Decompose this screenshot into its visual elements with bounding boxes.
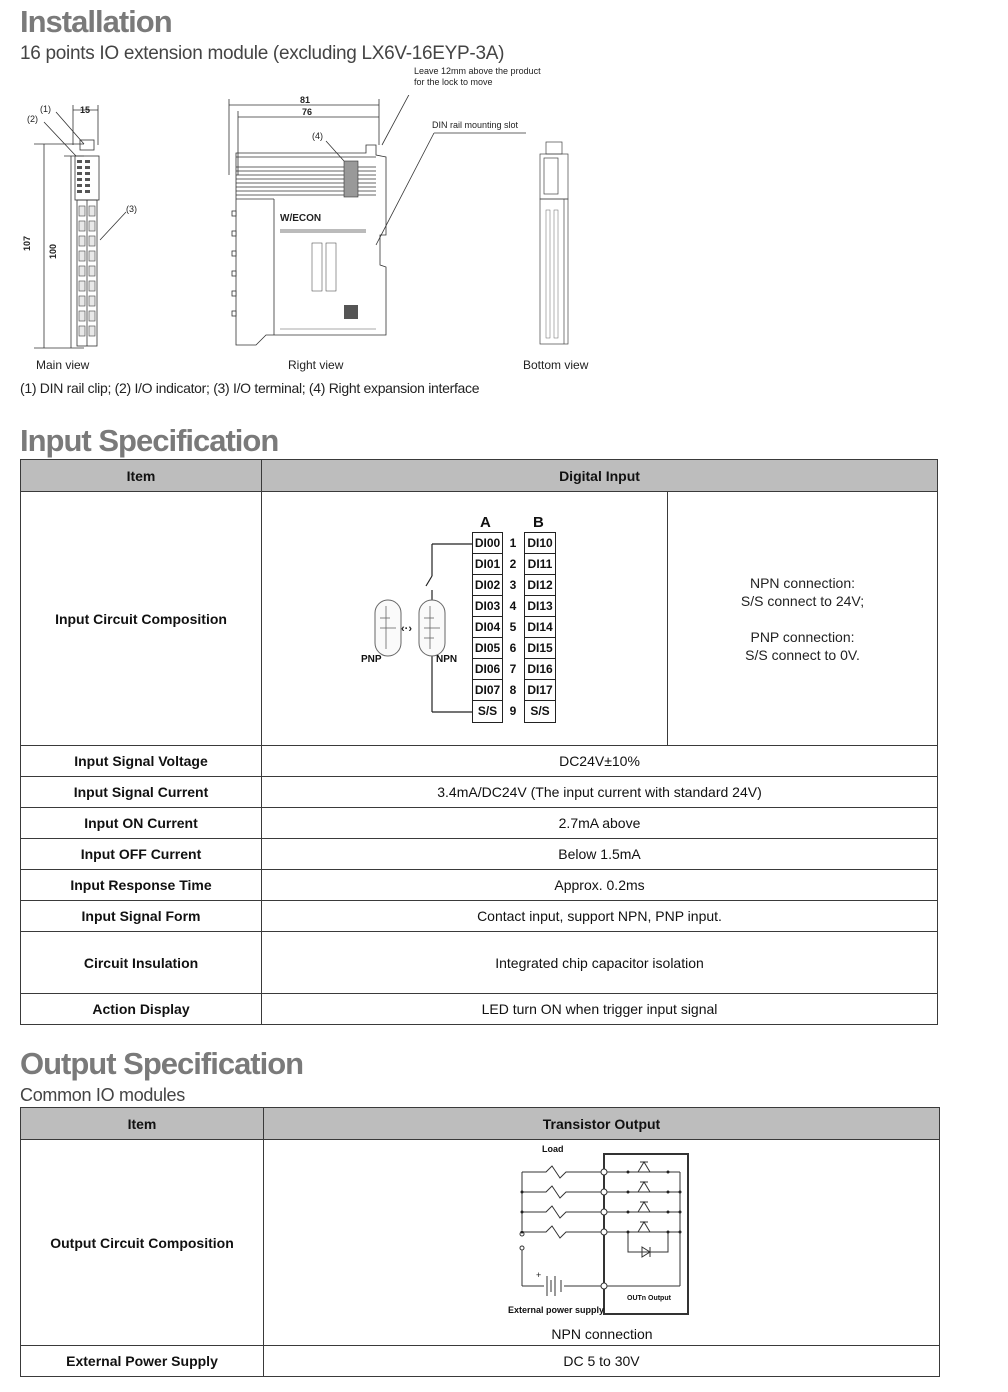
right-view-drawing <box>226 95 536 355</box>
input-circuit-diagram <box>262 492 668 746</box>
pnp-note-title: PNP connection: <box>750 628 855 645</box>
bottom-view-caption: Bottom view <box>523 358 589 372</box>
terminal-b: DI12 <box>525 575 555 596</box>
din-slot-label: DIN rail mounting slot <box>432 120 519 130</box>
terminal-number: 3 <box>509 577 517 592</box>
output-circuit-diagram <box>264 1140 940 1346</box>
header-transistor-output: Transistor Output <box>264 1108 940 1140</box>
table-header-row <box>21 1108 940 1140</box>
svg-text:+: + <box>536 1269 542 1280</box>
column-a-label: A <box>480 513 491 531</box>
lock-note-line2: for the lock to move <box>414 77 493 87</box>
svg-text:‹·›: ‹·› <box>401 622 412 635</box>
terminal-b: DI15 <box>525 638 555 659</box>
input-wiring-icon <box>262 494 668 744</box>
terminal-b: DI10 <box>525 533 555 554</box>
terminal-b: DI13 <box>525 596 555 617</box>
terminal-a: DI03 <box>473 596 502 617</box>
terminal-a: DI05 <box>473 638 502 659</box>
dim-height-body: 100 <box>48 243 59 260</box>
terminal-a: DI04 <box>473 617 502 638</box>
output-spec-subtitle: Common IO modules <box>20 1085 185 1105</box>
row-value: 2.7mA above <box>262 808 938 839</box>
lock-note-line1: Leave 12mm above the product <box>414 66 541 76</box>
row-value: DC24V±10% <box>262 746 938 777</box>
row-label: Input Signal Current <box>21 777 262 808</box>
terminal-number: 4 <box>509 598 517 613</box>
row-value: LED turn ON when trigger input signal <box>262 994 938 1025</box>
row-label: Input Circuit Composition <box>21 492 262 746</box>
terminal-b: S/S <box>530 703 550 718</box>
load-label: Load <box>542 1143 564 1154</box>
dim-width-main: 15 <box>80 105 91 115</box>
dim-depth-body: 76 <box>302 107 313 117</box>
row-label: Input ON Current <box>21 808 262 839</box>
row-label: Input Signal Voltage <box>21 746 262 777</box>
row-value: Approx. 0.2ms <box>262 870 938 901</box>
table-row <box>21 746 938 777</box>
pnp-note-text: S/S connect to 0V. <box>745 646 860 663</box>
header-digital-input: Digital Input <box>262 460 938 492</box>
row-label: Output Circuit Composition <box>21 1140 264 1346</box>
dim-height-total: 107 <box>22 235 33 252</box>
terminal-number: 9 <box>509 703 517 718</box>
terminal-a: S/S <box>477 703 498 718</box>
terminal-a: DI07 <box>473 680 502 701</box>
installation-subtitle: 16 points IO extension module (excluding LX6V-16EYP-3A) <box>20 43 505 64</box>
row-value: DC 5 to 30V <box>264 1346 940 1377</box>
table-row <box>21 870 938 901</box>
table-row <box>21 1346 940 1377</box>
right-view-caption: Right view <box>288 358 344 372</box>
terminal-number: 2 <box>509 556 517 571</box>
terminal-column-a <box>472 532 503 723</box>
row-label: External Power Supply <box>21 1346 264 1377</box>
output-spec-table <box>20 1107 940 1377</box>
terminal-number: 6 <box>509 640 517 655</box>
terminal-number: 7 <box>509 661 517 676</box>
svg-text:W/ECON: W/ECON <box>280 213 322 224</box>
terminal-a: DI00 <box>473 533 502 554</box>
connection-notes <box>668 492 938 746</box>
row-label: Input Signal Form <box>21 901 262 932</box>
table-row <box>21 839 938 870</box>
table-row <box>21 492 938 746</box>
callout-2: (2) <box>27 114 38 124</box>
row-label: Input OFF Current <box>21 839 262 870</box>
terminal-b: DI16 <box>525 659 555 680</box>
table-row <box>21 1140 940 1346</box>
row-value: Below 1.5mA <box>262 839 938 870</box>
terminal-number: 5 <box>509 619 517 634</box>
main-view-drawing <box>14 100 164 355</box>
header-item: Item <box>21 1108 264 1140</box>
terminal-b: DI11 <box>525 554 555 575</box>
input-spec-table <box>20 459 938 1025</box>
outn-output-label: OUTn Output <box>627 1294 671 1302</box>
row-label: Action Display <box>21 994 262 1025</box>
terminal-number: 1 <box>509 535 517 550</box>
header-item: Item <box>21 460 262 492</box>
input-spec-title: Input Specification <box>20 423 279 458</box>
table-row <box>21 808 938 839</box>
bottom-view-drawing <box>536 140 576 350</box>
terminal-a: DI01 <box>473 554 502 575</box>
row-value: 3.4mA/DC24V (The input current with standard 24V) <box>262 777 938 808</box>
callout-3: (3) <box>126 204 137 214</box>
callout-4: (4) <box>312 131 323 141</box>
terminal-numbers <box>507 533 519 722</box>
npn-label: NPN <box>436 653 458 665</box>
output-spec-title: Output Specification <box>20 1046 304 1081</box>
table-row <box>21 901 938 932</box>
external-supply-label: External power supply <box>508 1304 605 1315</box>
output-wiring-icon <box>264 1144 940 1324</box>
callout-1: (1) <box>40 104 51 114</box>
terminal-a: DI06 <box>473 659 502 680</box>
npn-note-text: S/S connect to 24V; <box>740 592 865 609</box>
terminal-number: 8 <box>509 682 517 697</box>
terminal-a: DI02 <box>473 575 502 596</box>
row-value: Integrated chip capacitor isolation <box>262 932 938 994</box>
main-view-caption: Main view <box>36 358 90 372</box>
terminal-b: DI17 <box>525 680 555 701</box>
npn-note-title: NPN connection: <box>749 574 856 591</box>
row-label: Circuit Insulation <box>21 932 262 994</box>
column-b-label: B <box>533 513 544 531</box>
row-value: Contact input, support NPN, PNP input. <box>262 901 938 932</box>
installation-legend: (1) DIN rail clip; (2) I/O indicator; (3) I/O terminal; (4) Right expansion interface <box>20 380 480 396</box>
table-row <box>21 932 938 994</box>
npn-connection-caption: NPN connection <box>551 1325 653 1342</box>
terminal-column-b <box>524 532 556 723</box>
table-header-row <box>21 460 938 492</box>
table-row <box>21 994 938 1025</box>
row-label: Input Response Time <box>21 870 262 901</box>
table-row <box>21 777 938 808</box>
terminal-b: DI14 <box>525 617 555 638</box>
installation-title: Installation <box>20 4 172 39</box>
pnp-label: PNP <box>361 653 382 665</box>
dim-depth-total: 81 <box>300 95 311 105</box>
